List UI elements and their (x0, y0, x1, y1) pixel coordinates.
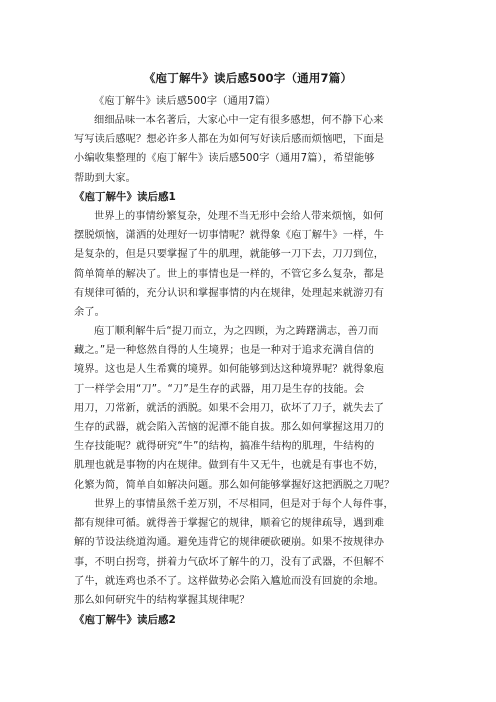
intro-line: 细细品味一本名著后，大家心中一定有很多感想，何不静下心来 (94, 115, 384, 126)
intro-line: 帮助到大家。 (74, 172, 137, 184)
paragraph-line: 肌理也就是事物的内在规律。做到有牛又无牛，也就是有事也不妨， (74, 460, 385, 472)
paragraph-line: 解的节设法绕道沟通。避免违背它的规律硬砍硬崩。如果不按规律办 (74, 537, 385, 549)
paragraph-line: 事，不明白拐弯，拼着力气砍坏了解牛的刀，没有了武器，不但解不 (74, 556, 385, 568)
paragraph-line: 世界上的事情纷繁复杂，处理不当无形中会给人带来烦恼，如何 (94, 211, 384, 222)
section-1-paragraph-2 (74, 322, 428, 495)
intro-line: 小编收集整理的《庖丁解牛》读后感500字（通用7篇），希望能够 (74, 153, 375, 165)
document-subtitle: 《庖丁解牛》读后感500字（通用7篇） (94, 96, 276, 107)
intro-line: 写写读后感呢？想必许多人都在为如何写好读后感而烦恼吧，下面是 (74, 134, 385, 146)
paragraph-line: 了牛，就连鸡也杀不了。这样做势必会陷入尴尬而没有回旋的余地。 (74, 575, 385, 587)
section-1-heading: 《庖丁解牛》读后感1 (74, 191, 176, 203)
paragraph-line: 都有规律可循。就得善于掌握它的规律，顺着它的规律疏导，遇到难 (74, 518, 385, 530)
paragraph-line: 余了。 (74, 307, 106, 319)
paragraph-line: 境界。这也是人生希冀的境界。如何能够到达这种境界呢？就得象庖 (74, 364, 385, 376)
intro-paragraph (74, 111, 428, 188)
paragraph-line: 是复杂的，但是只要掌握了牛的肌理，就能够一刀下去，刀刀到位， (74, 249, 385, 261)
paragraph-line: 藏之。”是一种悠然自得的人生境界；也是一种对于追求充满自信的 (74, 345, 375, 357)
paragraph-line: 化繁为简，简单自如解决问题。那么如何能够掌握好这把洒脱之刀呢？ (74, 479, 395, 491)
section-1-paragraph-3 (74, 495, 428, 610)
section-1-paragraph-1 (74, 207, 428, 322)
paragraph-line: 生存的武器，就会陷入苦恼的泥潭不能自拔。那么如何掌握这用刀的 (74, 422, 385, 434)
paragraph-line: 摆脱烦恼，潇洒的处理好一切事情呢？就得象《庖丁解牛》一样，牛 (74, 230, 385, 242)
paragraph-line: 用刀，刀常新，就活的洒脱。如果不会用刀，砍坏了刀子，就失去了 (74, 402, 385, 414)
paragraph-line: 有规律可循的，充分认识和掌握事情的内在规律，处理起来就游刃有 (74, 287, 385, 299)
paragraph-line: 丁一样学会用“刀”。“刀”是生存的武器，用刀是生存的技能。会 (74, 383, 365, 395)
document-title: 《庖丁解牛》读后感500字（通用7篇） (143, 71, 353, 85)
paragraph-line: 世界上的事情虽然千差万别，不尽相同，但是对于每个人每件事， (94, 499, 394, 510)
paragraph-line: 那么如何研究牛的结构掌握其规律呢？ (74, 595, 250, 607)
paragraph-line: 生存技能呢？就得研究“牛”的结构，搞准牛结构的肌理，牛结构的 (74, 441, 375, 453)
section-2-heading: 《庖丁解牛》读后感2 (74, 614, 176, 626)
paragraph-line: 简单简单的解决了。世上的事情也是一样的，不管它多么复杂，都是 (74, 268, 385, 280)
paragraph-line: 庖丁顺利解牛后“提刀而立，为之四顾，为之踌躇满志，善刀而 (94, 326, 379, 337)
